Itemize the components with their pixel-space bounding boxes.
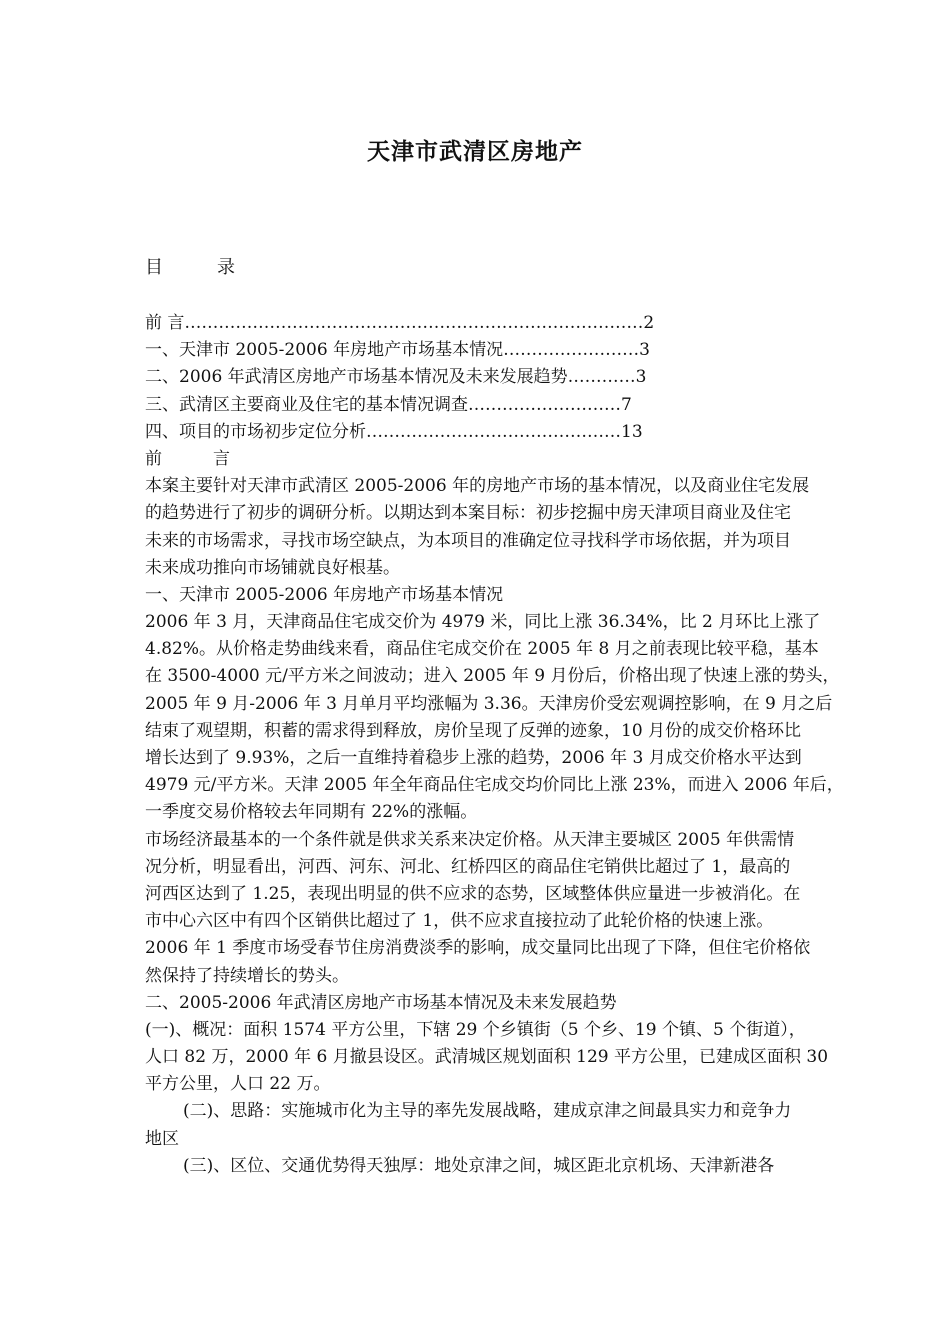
text-line: 未来成功推向市场铺就良好根基。 xyxy=(145,557,400,578)
document-body xyxy=(145,310,885,1180)
text-line: 2006 年 1 季度市场受春节住房消费淡季的影响，成交量同比出现了下降，但住宅价格依 xyxy=(145,938,811,959)
text-line: 市中心六区中有四个区销供比超过了 1，供不应求直接拉动了此轮价格的快速上涨。 xyxy=(145,911,774,932)
text-line: 结束了观望期，积蓄的需求得到释放，房价呈现了反弹的迹象，10 月份的成交价格环比 xyxy=(145,720,802,741)
text-line: (一)、概况：面积 1574 平方公里，下辖 29 个乡镇街（5 个乡、19 个镇、5 个街道）， xyxy=(145,1019,806,1040)
toc-entry-1: 一、天津市 2005-2006 年房地产市场基本情况……………………3 xyxy=(145,340,650,361)
text-line: 4979 元/平方米。天津 2005 年全年商品住宅成交均价同比上涨 23%，而进入 2006 年后， xyxy=(145,775,844,796)
text-line: (三)、区位、交通优势得天独厚：地处京津之间，城区距北京机场、天津新港各 xyxy=(183,1155,775,1176)
toc-heading: 目 录 xyxy=(145,257,235,278)
text-line: 未来的市场需求，寻找市场空缺点，为本项目的准确定位寻找科学市场依据，并为项目 xyxy=(145,530,791,551)
text-line: 市场经济最基本的一个条件就是供求关系来决定价格。从天津主要城区 2005 年供需情 xyxy=(145,829,795,850)
preface-heading: 前 言 xyxy=(145,448,230,469)
section-heading: 二、2005-2006 年武清区房地产市场基本情况及未来发展趋势 xyxy=(145,992,617,1013)
text-line: 2005 年 9 月-2006 年 3 月单月平均涨幅为 3.36。天津房价受宏观调控影响，在 9 月之后 xyxy=(145,693,833,714)
document-title: 天津市武清区房地产 xyxy=(367,139,583,165)
text-line: 人口 82 万，2000 年 6 月撤县设区。武清城区规划面积 129 平方公里，已建成区面积 30 xyxy=(145,1047,829,1068)
text-line: 况分析，明显看出，河西、河东、河北、红桥四区的商品住宅销供比超过了 1，最高的 xyxy=(145,856,791,877)
toc-entry-4: 四、项目的市场初步定位分析………………………………………13 xyxy=(145,421,643,442)
text-line: (二)、思路：实施城市化为主导的率先发展战略，建成京津之间最具实力和竞争力 xyxy=(183,1101,792,1122)
text-line: 地区 xyxy=(145,1128,179,1149)
toc-entry-3: 三、武清区主要商业及住宅的基本情况调查………………………7 xyxy=(145,394,632,415)
text-line: 增长达到了 9.93%，之后一直维持着稳步上涨的趋势，2006 年 3 月成交价格水平达到 xyxy=(145,748,802,768)
text-line: 河西区达到了 1.25，表现出明显的供不应求的态势，区域整体供应量进一步被消化。在 xyxy=(145,883,801,904)
text-line: 4.82%。从价格走势曲线来看，商品住宅成交价在 2005 年 8 月之前表现比较平稳，基本 xyxy=(145,639,819,660)
toc-entry-2: 二、2006 年武清区房地产市场基本情况及未来发展趋势…………3 xyxy=(145,367,647,388)
text-line: 平方公里，人口 22 万。 xyxy=(145,1074,331,1095)
toc-entry-preface: 前 言………………………………………………………………………2 xyxy=(145,313,655,333)
text-line: 2006 年 3 月，天津商品住宅成交价为 4979 米，同比上涨 36.34%，比 2 月环比上涨了 xyxy=(145,612,821,633)
text-line: 的趋势进行了初步的调研分析。以期达到本案目标：初步挖掘中房天津项目商业及住宅 xyxy=(145,503,791,524)
text-line: 本案主要针对天津市武清区 2005-2006 年的房地产市场的基本情况，以及商业住宅发展 xyxy=(145,476,810,497)
text-line: 一季度交易价格较去年同期有 22%的涨幅。 xyxy=(145,802,478,823)
text-line: 在 3500-4000 元/平方米之间波动；进入 2005 年 9 月份后，价格出现了快速上涨的势头， xyxy=(145,666,840,687)
section-heading: 一、天津市 2005-2006 年房地产市场基本情况 xyxy=(145,584,504,605)
text-line: 然保持了持续增长的势头。 xyxy=(145,965,349,986)
